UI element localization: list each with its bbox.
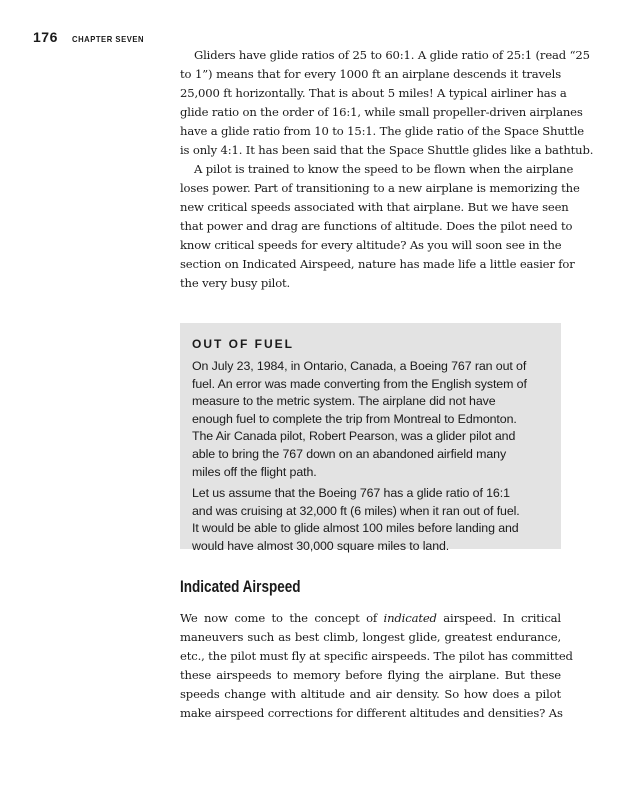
text-line: maneuvers such as best climb, longest glide, greatest endurance, bbox=[180, 630, 561, 644]
text-line: new critical speeds associated with that airplane. But we have seen bbox=[180, 200, 569, 214]
sidebar-body bbox=[180, 358, 527, 556]
text-line: Gliders have glide ratios of 25 to 60:1. A glide ratio of 25:1 (read “25 bbox=[194, 48, 590, 62]
section-heading: Indicated Airspeed bbox=[180, 578, 301, 596]
sidebar-line: fuel. An error was made converting from the English system of bbox=[192, 376, 527, 391]
text-line: section on Indicated Airspeed, nature has made life a little easier for bbox=[180, 257, 575, 271]
text-line: the very busy pilot. bbox=[180, 276, 291, 290]
running-header bbox=[33, 29, 148, 47]
text-line: A pilot is trained to know the speed to be flown when the airplane bbox=[194, 162, 574, 176]
sidebar-line: measure to the metric system. The airplane did not have bbox=[192, 394, 496, 409]
sidebar-box bbox=[180, 323, 561, 553]
sidebar-line: enough fuel to complete the trip from Montreal to Edmonton. bbox=[192, 411, 517, 426]
emphasis: indicated bbox=[383, 611, 437, 625]
body-text-top bbox=[180, 46, 594, 293]
sidebar-line: miles off the flight path. bbox=[192, 464, 317, 479]
text-line: to 1”) means that for every 1000 ft an airplane descends it travels bbox=[180, 67, 561, 81]
text-line: make airspeed corrections for different altitudes and densities? As bbox=[180, 706, 563, 720]
text-line: that power and drag are functions of altitude. Does the pilot need to bbox=[180, 219, 573, 233]
text-line: 25,000 ft horizontally. That is about 5 miles! A typical airliner has a bbox=[180, 86, 567, 100]
page-number: 176 bbox=[33, 29, 58, 45]
text-line: etc., the pilot must fly at specific airspeeds. The pilot has committed bbox=[180, 649, 573, 663]
sidebar-line: The Air Canada pilot, Robert Pearson, was a glider pilot and bbox=[192, 429, 516, 444]
text-line: know critical speeds for every altitude? As you will soon see in the bbox=[180, 238, 562, 252]
text-line bbox=[180, 609, 561, 628]
chapter-title: CHAPTER SEVEN bbox=[72, 34, 145, 44]
sidebar-line: would have almost 30,000 square miles to land. bbox=[192, 538, 450, 553]
text-line: these airspeeds to memory before flying the airplane. But these bbox=[180, 668, 561, 682]
text-line: have a glide ratio from 10 to 15:1. The glide ratio of the Space Shuttle bbox=[180, 124, 584, 138]
sidebar-line: able to bring the 767 down on an abandoned airfield many bbox=[192, 446, 507, 461]
sidebar-title: OUT OF FUEL bbox=[192, 337, 294, 351]
sidebar-line: Let us assume that the Boeing 767 has a glide ratio of 16:1 bbox=[192, 486, 510, 501]
sidebar-line: and was cruising at 32,000 ft (6 miles) when it ran out of fuel. bbox=[192, 503, 520, 518]
sidebar-line: On July 23, 1984, in Ontario, Canada, a Boeing 767 ran out of bbox=[192, 359, 527, 373]
text-line: loses power. Part of transitioning to a new airplane is memorizing the bbox=[180, 181, 580, 195]
text-span: We now come to the concept of bbox=[180, 611, 384, 625]
text-line: glide ratio on the order of 16:1, while small propeller-driven airplanes bbox=[180, 105, 583, 119]
text-line: speeds change with altitude and air density. So how does a pilot bbox=[180, 687, 561, 701]
sidebar-line: It would be able to glide almost 100 miles before landing and bbox=[192, 521, 519, 536]
text-line: is only 4:1. It has been said that the Space Shuttle glides like a bathtub. bbox=[180, 143, 594, 157]
body-text-bottom bbox=[180, 609, 573, 723]
text-span: airspeed. In critical bbox=[436, 611, 561, 625]
